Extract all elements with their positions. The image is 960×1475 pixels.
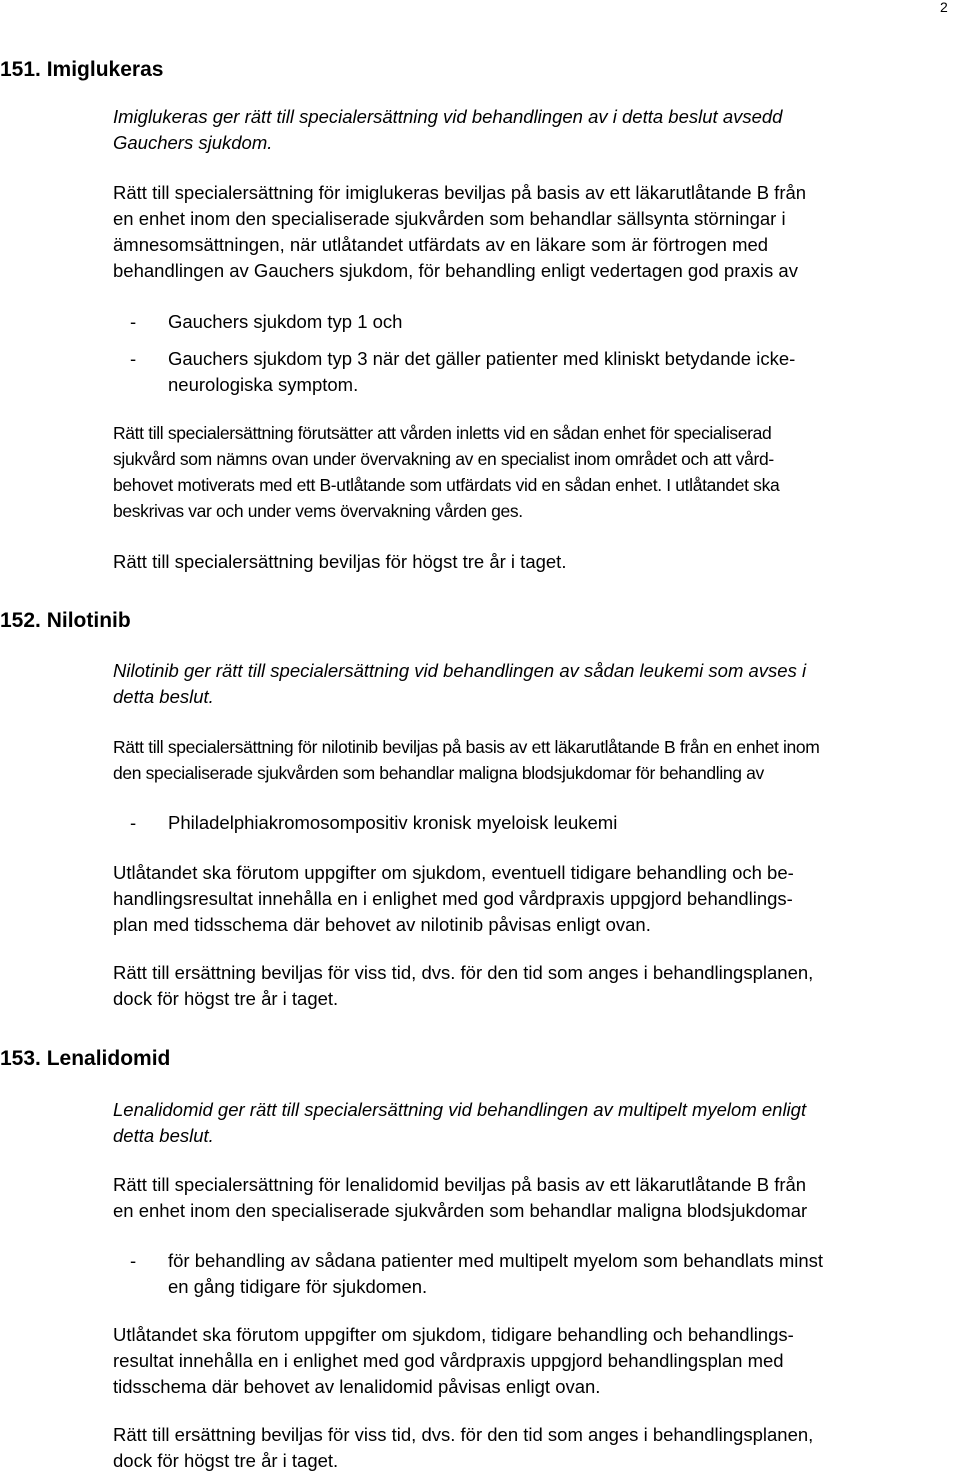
text-line: Rätt till ersättning beviljas för viss tid, dvs. för den tid som anges i behandlingsplanen,	[113, 1424, 814, 1445]
text-line: detta beslut.	[113, 686, 214, 707]
text-line: sjukvård som nämns ovan under övervakning av en specialist inom området och att vård-	[113, 449, 774, 469]
text-line: beskrivas var och under vems övervakning vården ges.	[113, 501, 523, 521]
section-153-paragraph-3	[113, 1422, 958, 1474]
section-heading-152: 152. Nilotinib	[0, 609, 131, 632]
text-line: Rätt till specialersättning för lenalidomid beviljas på basis av ett läkarutlåtande B från	[113, 1174, 807, 1195]
section-153-paragraph-1	[113, 1172, 958, 1224]
text-line: en enhet inom den specialiserade sjukvården som behandlar maligna blodsjukdomar	[113, 1200, 808, 1221]
bullet-dash: -	[130, 311, 137, 332]
page-number: 2	[940, 0, 948, 15]
text-line: Gauchers sjukdom.	[113, 132, 273, 153]
section-heading-153: 153. Lenalidomid	[0, 1047, 171, 1070]
text-line: Rätt till ersättning beviljas för viss tid, dvs. för den tid som anges i behandlingsplanen,	[113, 962, 814, 983]
text-line: dock för högst tre år i taget.	[113, 988, 339, 1009]
text-line: resultat innehålla en i enlighet med god vårdpraxis uppgjord behandlingsplan med	[113, 1350, 784, 1371]
section-151-intro	[113, 104, 958, 156]
text-line: neurologiska symptom.	[168, 374, 359, 395]
section-153-intro	[113, 1097, 958, 1149]
text-line: Nilotinib ger rätt till specialersättning vid behandlingen av sådan leukemi som avses i	[113, 660, 807, 681]
text-line: Utlåtandet ska förutom uppgifter om sjukdom, tidigare behandling och behandlings-	[113, 1324, 794, 1345]
text-line: Lenalidomid ger rätt till specialersättning vid behandlingen av multipelt myelom enligt	[113, 1099, 807, 1120]
bullet-dash: -	[130, 1250, 137, 1271]
text-line: Utlåtandet ska förutom uppgifter om sjukdom, eventuell tidigare behandling och be-	[113, 862, 794, 883]
text-line: Imiglukeras ger rätt till specialersättning vid behandlingen av i detta beslut avsedd	[113, 106, 783, 127]
section-151-paragraph-2	[113, 420, 958, 524]
section-151-paragraph-3	[113, 549, 958, 575]
text-line: Rätt till specialersättning för nilotinib beviljas på basis av ett läkarutlåtande B från en enhet inom	[113, 737, 820, 757]
section-152-intro	[113, 658, 958, 710]
text-line: en gång tidigare för sjukdomen.	[168, 1276, 428, 1297]
section-152-paragraph-3	[113, 960, 958, 1012]
section-heading-151: 151. Imiglukeras	[0, 58, 164, 81]
text-line: ämnesomsättningen, när utlåtandet utfärdats av en läkare som är förtrogen med	[113, 234, 769, 255]
section-151-paragraph-1	[113, 180, 958, 284]
text-line: Gauchers sjukdom typ 3 när det gäller patienter med kliniskt betydande icke-	[168, 348, 796, 369]
text-line: den specialiserade sjukvården som behandlar maligna blodsjukdomar för behandling av	[113, 763, 764, 783]
text-line: Gauchers sjukdom typ 1 och	[168, 311, 403, 332]
bullet-dash: -	[130, 812, 137, 833]
text-line: dock för högst tre år i taget.	[113, 1450, 339, 1471]
text-line: Rätt till specialersättning beviljas för högst tre år i taget.	[113, 551, 567, 572]
text-line: Rätt till specialersättning förutsätter att vården inletts vid en sådan enhet för specialiserad	[113, 423, 772, 443]
text-line: detta beslut.	[113, 1125, 214, 1146]
section-153-paragraph-2	[113, 1322, 958, 1400]
text-line: för behandling av sådana patienter med multipelt myelom som behandlats minst	[168, 1250, 824, 1271]
text-line: behandlingen av Gauchers sjukdom, för behandling enligt vedertagen god praxis av	[113, 260, 798, 281]
section-152-paragraph-1	[113, 734, 958, 786]
text-line: tidsschema där behovet av lenalidomid påvisas enligt ovan.	[113, 1376, 601, 1397]
bullet-dash: -	[130, 348, 137, 369]
text-line: handlingsresultat innehålla en i enlighet med god vårdpraxis uppgjord behandlings-	[113, 888, 793, 909]
text-line: Rätt till specialersättning för imiglukeras beviljas på basis av ett läkarutlåtande B från	[113, 182, 807, 203]
text-line: behovet motiverats med ett B-utlåtande som utfärdats vid en sådan enhet. I utlåtandet ska	[113, 475, 780, 495]
text-line: plan med tidsschema där behovet av nilotinib påvisas enligt ovan.	[113, 914, 651, 935]
text-line: Philadelphiakromosompositiv kronisk myeloisk leukemi	[168, 812, 618, 833]
section-152-paragraph-2	[113, 860, 958, 938]
text-line: en enhet inom den specialiserade sjukvården som behandlar sällsynta störningar i	[113, 208, 786, 229]
